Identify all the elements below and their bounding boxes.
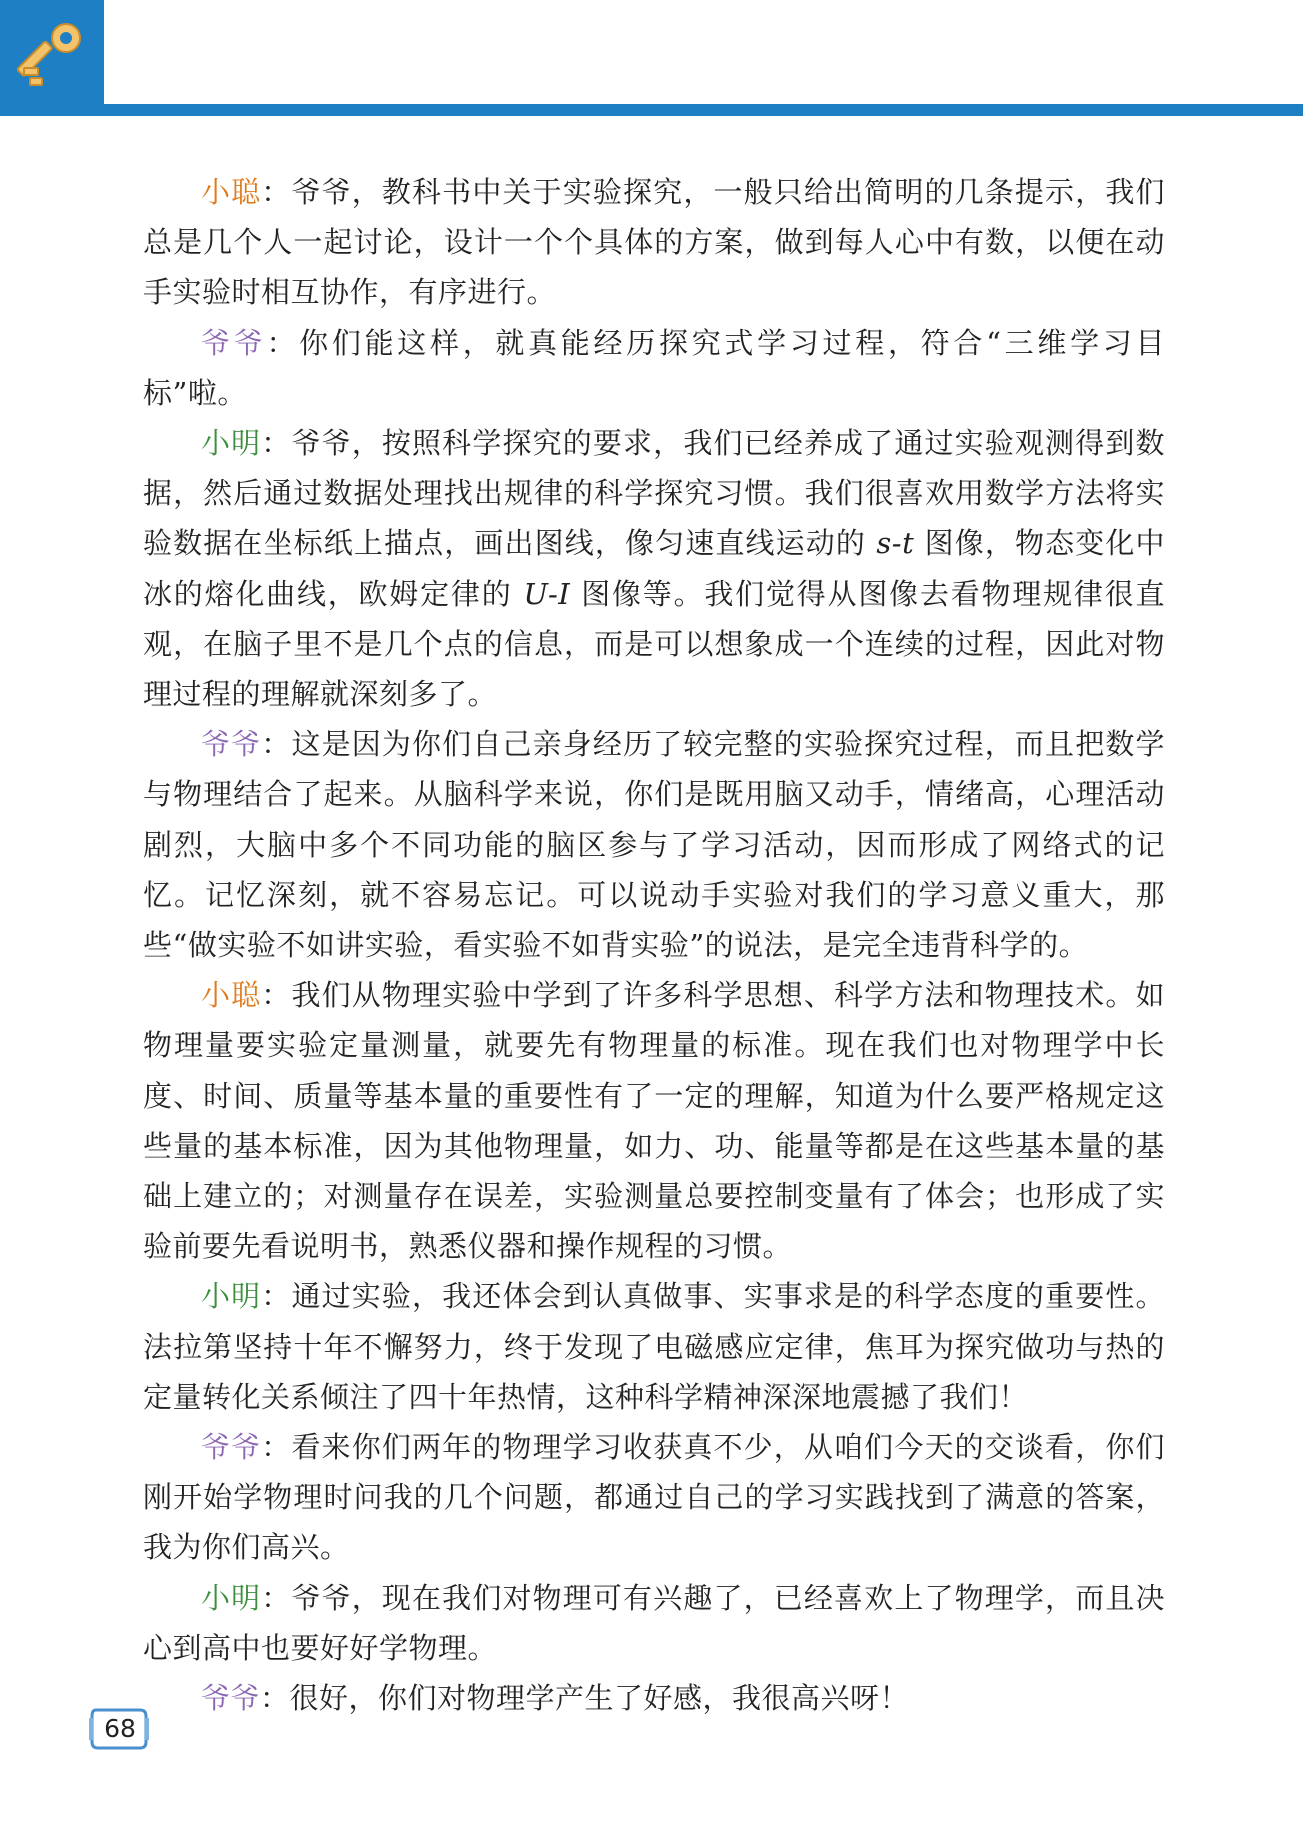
graph-term: U-I xyxy=(523,576,571,611)
header-rule xyxy=(104,104,1303,116)
page-number: 68 xyxy=(104,1714,136,1743)
dialogue-paragraph xyxy=(143,1673,1165,1723)
dialogue-paragraph xyxy=(143,1422,1165,1573)
dialogue-body xyxy=(143,167,1165,1723)
dialogue-text: 图像等。我们觉得从图像去看物理规律很直观，在脑子里不是几个点的信息，而是可以想象成一个连续的过程，因此对物理过程的理解就深刻多了。 xyxy=(143,576,1165,712)
speaker-colon: ： xyxy=(260,1681,290,1716)
speaker-colon: ： xyxy=(261,1279,292,1314)
dialogue-paragraph xyxy=(143,318,1165,418)
speaker-name: 小明 xyxy=(201,426,262,461)
speaker-colon: ： xyxy=(261,1580,292,1615)
dialogue-text: 你们能这样，就真能经历探究式学习过程，符合“三维学习目标”啦。 xyxy=(143,325,1165,410)
dialogue-paragraph xyxy=(143,970,1165,1271)
page-number-badge xyxy=(88,1706,150,1752)
dialogue-text: 看来你们两年的物理学习收获真不少，从咱们今天的交谈看，你们刚开始学物理时问我的几个问题，都通过自己的学习实践找到了满意的答案，我为你们高兴。 xyxy=(143,1430,1165,1565)
dialogue-paragraph xyxy=(143,719,1165,970)
dialogue-text: 通过实验，我还体会到认真做事、实事求是的科学态度的重要性。法拉第坚持十年不懈努力，终于发现了电磁感应定律，焦耳为探究做功与热的定量转化关系倾注了四十年热情，这种科学精神深深地震撼了我们！ xyxy=(143,1279,1165,1414)
speaker-name: 爷爷 xyxy=(201,325,267,360)
dialogue-text: 这是因为你们自己亲身经历了较完整的实验探究过程，而且把数学与物理结合了起来。从脑科学来说，你们是既用脑又动手，情绪高，心理活动剧烈，大脑中多个不同功能的脑区参与了学习活动，因而形成了网络式的记忆。记忆深刻，就不容易忘记。可以说动手实验对我们的学习意义重大，那些“做实验不如讲实验，看实验不如背实验”的说法，是完全违背科学的。 xyxy=(143,727,1165,963)
dialogue-text: 爷爷，现在我们对物理可有兴趣了，已经喜欢上了物理学，而且决心到高中也要好好学物理。 xyxy=(143,1580,1165,1665)
dialogue-paragraph xyxy=(143,167,1165,318)
speaker-name: 爷爷 xyxy=(201,727,262,762)
speaker-name: 小明 xyxy=(201,1279,262,1314)
speaker-colon: ： xyxy=(261,175,292,209)
dialogue-text: 很好，你们对物理学产生了好感，我很高兴呀！ xyxy=(289,1681,910,1716)
corner-block xyxy=(0,0,104,116)
dialogue-text: 爷爷，按照科学探究的要求，我们已经养成了通过实验观测得到数据，然后通过数据处理找出规律的科学探究习惯。我们很喜欢用数学方法将实验数据在坐标纸上描点，画出图线，像匀速直线运动的 xyxy=(143,426,1165,561)
speaker-colon: ： xyxy=(266,325,300,360)
speaker-name: 小明 xyxy=(201,1580,262,1615)
dialogue-text: 图像，物态变化中冰的熔化曲线，欧姆定律的 xyxy=(143,526,1165,611)
dialogue-paragraph xyxy=(143,418,1165,719)
dialogue-text: 爷爷，教科书中关于实验探究，一般只给出简明的几条提示，我们总是几个人一起讨论，设计一个个具体的方案，做到每人心中有数，以便在动手实验时相互协作，有序进行。 xyxy=(143,175,1165,310)
key-icon xyxy=(16,18,90,92)
speaker-colon: ： xyxy=(261,426,292,461)
speaker-colon: ： xyxy=(261,727,292,762)
speaker-name: 爷爷 xyxy=(201,1681,261,1716)
dialogue-paragraph xyxy=(143,1271,1165,1422)
speaker-name: 小聪 xyxy=(201,978,262,1013)
speaker-colon: ： xyxy=(261,1430,292,1465)
speaker-name: 爷爷 xyxy=(201,1430,262,1465)
dialogue-text: 我们从物理实验中学到了许多科学思想、科学方法和物理技术。如物理量要实验定量测量，就要先有物理量的标准。现在我们也对物理学中长度、时间、质量等基本量的重要性有了一定的理解，知道为什么要严格规定这些量的基本标准，因为其他物理量，如力、功、能量等都是在这些基本量的基础上建立的；对测量存在误差，实验测量总要控制变量有了体会；也形成了实验前要先看说明书，熟悉仪器和操作规程的习惯。 xyxy=(143,978,1165,1264)
speaker-name: 小聪 xyxy=(201,175,262,209)
graph-term: s-t xyxy=(876,526,915,561)
dialogue-paragraph xyxy=(143,1573,1165,1673)
speaker-colon: ： xyxy=(261,978,292,1013)
